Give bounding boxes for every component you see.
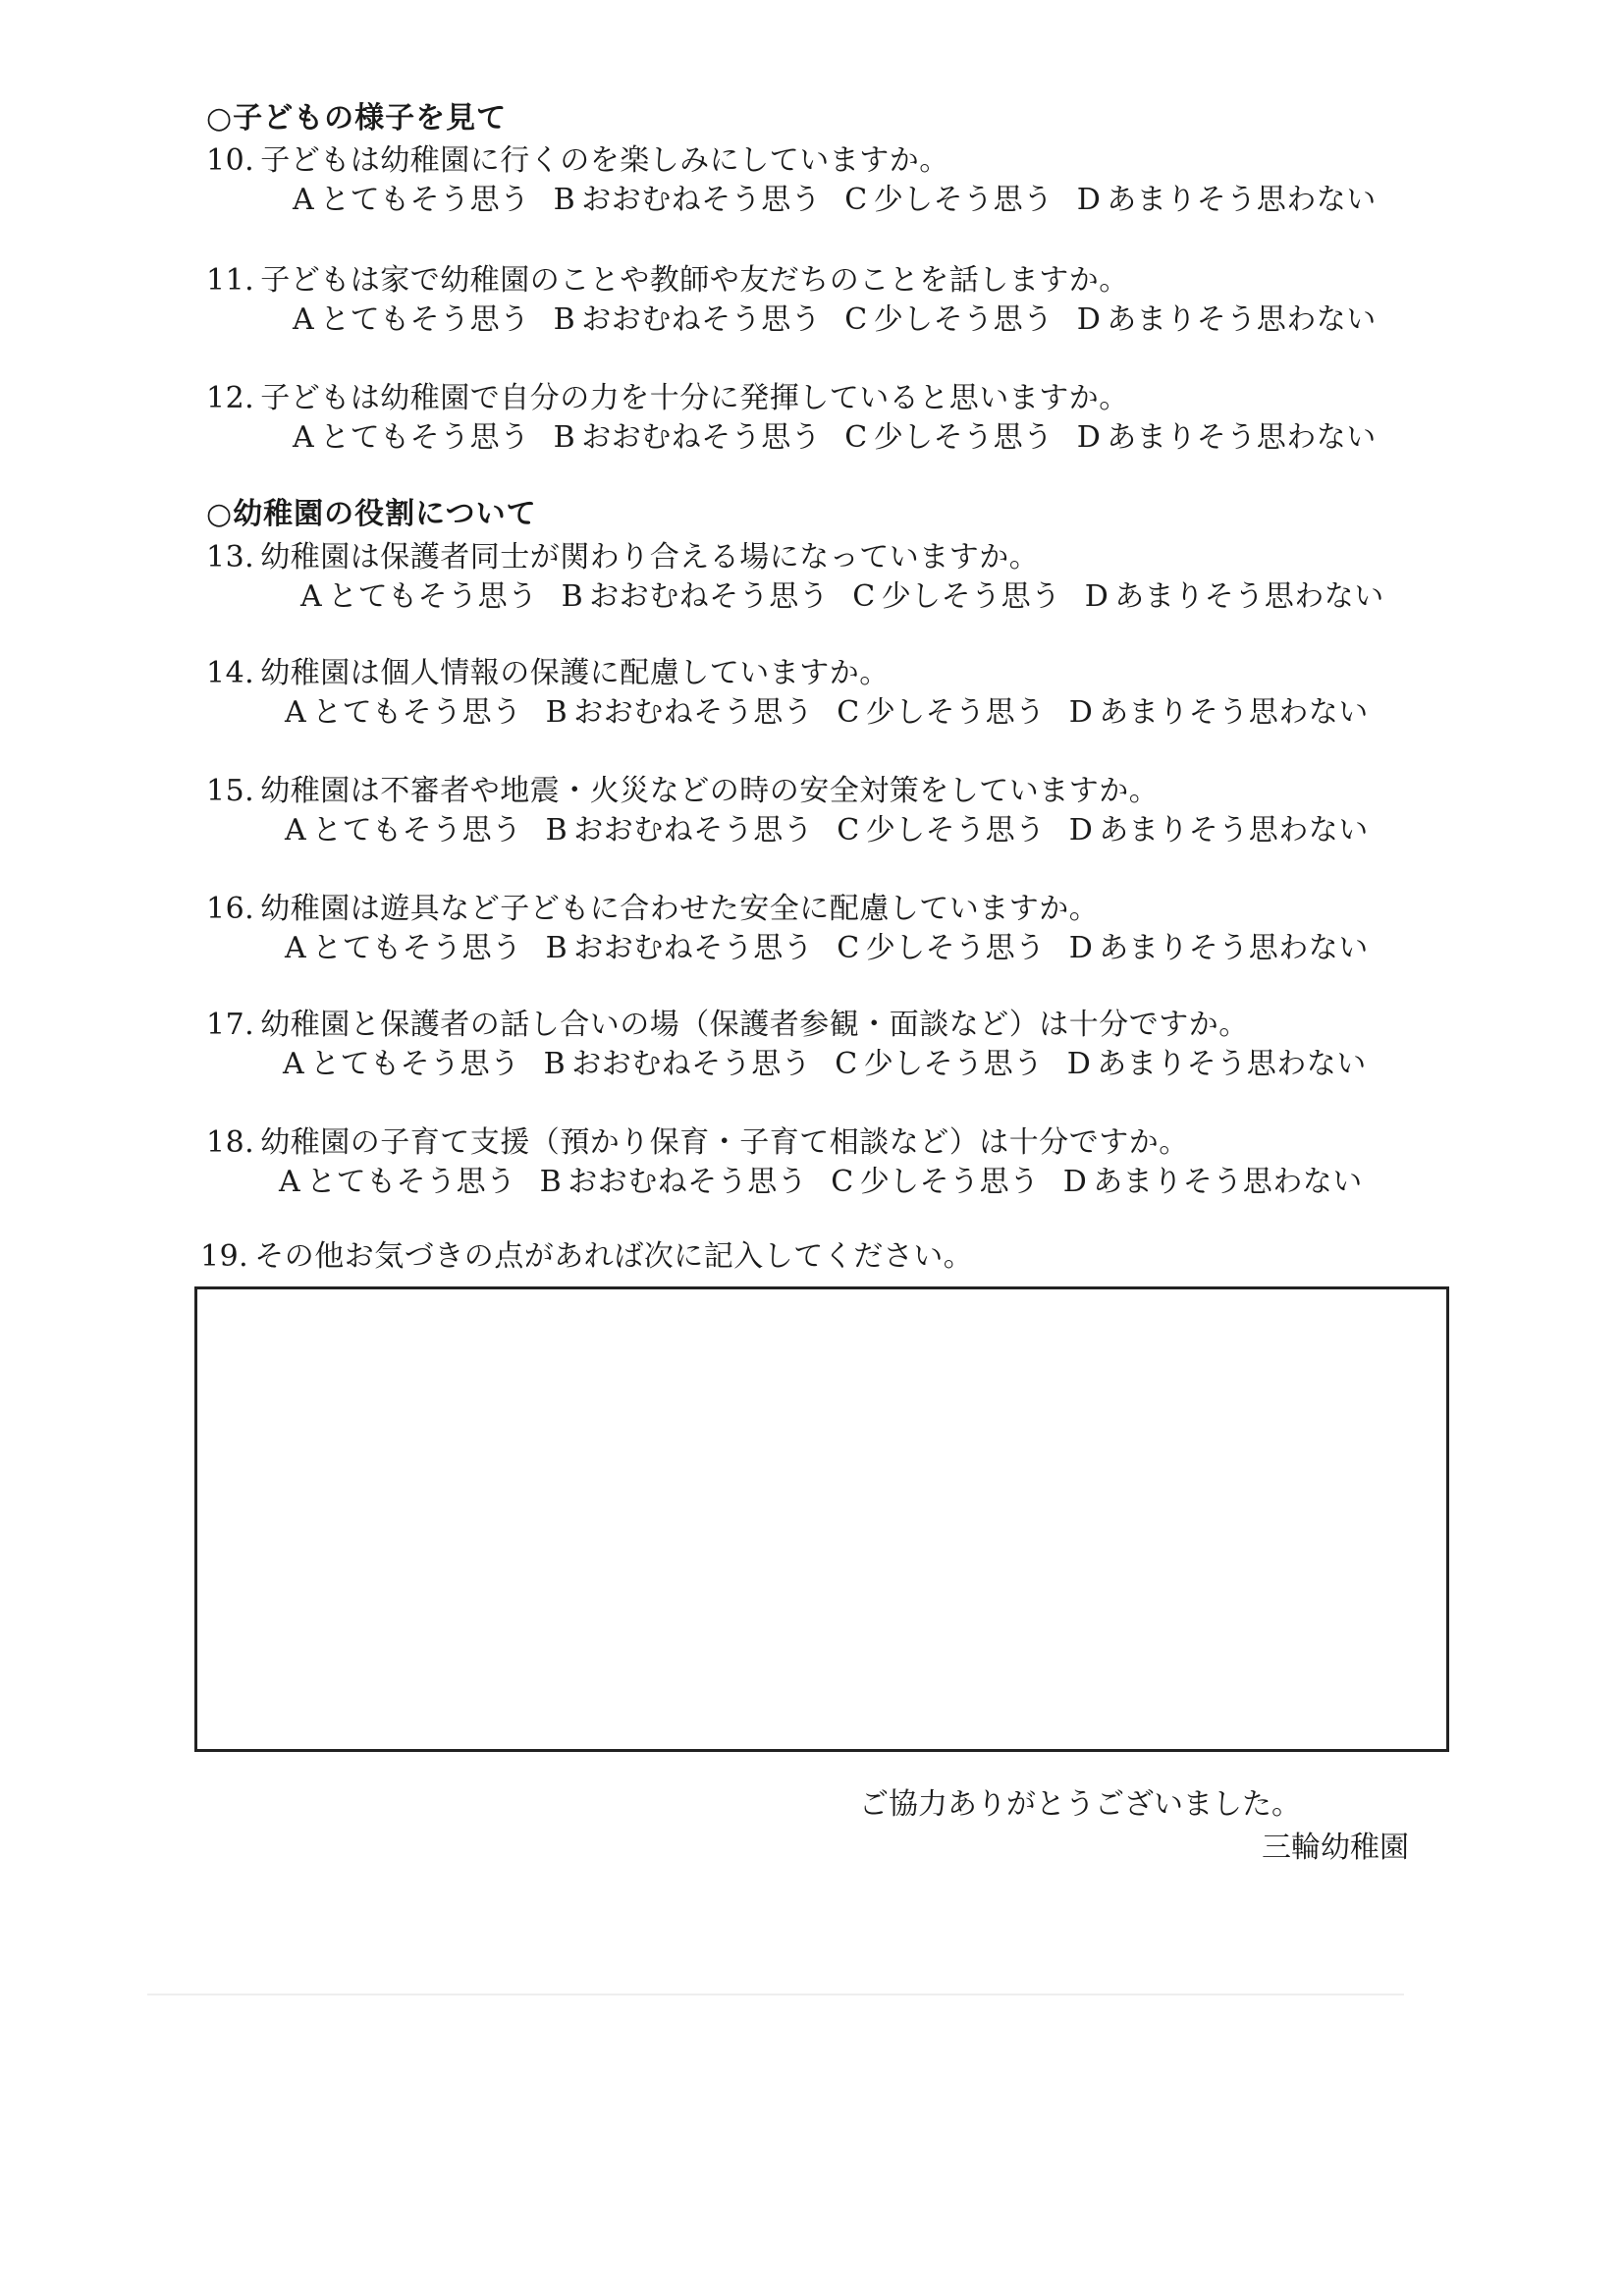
- option-d[interactable]: D あまりそう思わない: [1076, 420, 1377, 455]
- option-c[interactable]: C 少しそう思う: [837, 931, 1046, 965]
- option-a[interactable]: A とてもそう思う: [300, 579, 538, 614]
- organization-name: 三輪幼稚園: [1262, 1831, 1409, 1865]
- option-c[interactable]: C 少しそう思う: [837, 813, 1046, 847]
- question-12: [206, 373, 1377, 455]
- question-number: 14.: [206, 656, 255, 690]
- option-d[interactable]: D あまりそう思わない: [1076, 183, 1377, 217]
- answer-options: [285, 687, 1392, 731]
- answer-options: [300, 572, 1408, 615]
- answer-options: [279, 1157, 1386, 1200]
- option-d[interactable]: D あまりそう思わない: [1068, 695, 1369, 730]
- option-a[interactable]: A とてもそう思う: [293, 183, 530, 217]
- question-19: [200, 1231, 973, 1275]
- question-number: 18.: [206, 1125, 255, 1160]
- option-c[interactable]: C 少しそう思う: [852, 579, 1061, 614]
- option-a[interactable]: A とてもそう思う: [283, 1047, 520, 1081]
- question-text: 子どもは幼稚園で自分の力を十分に発揮していると思いますか。: [260, 381, 1129, 415]
- question-text: 幼稚園の子育て支援（預かり保育・子育て相談など）は十分ですか。: [260, 1125, 1189, 1160]
- question-14: [206, 648, 1369, 730]
- option-a[interactable]: A とてもそう思う: [285, 931, 522, 965]
- option-a[interactable]: A とてもそう思う: [293, 420, 530, 455]
- question-11: [206, 255, 1377, 337]
- section-heading-kindergarten-role: ○幼稚園の役割について: [206, 497, 537, 531]
- option-c[interactable]: C 少しそう思う: [844, 183, 1054, 217]
- option-d[interactable]: D あまりそう思わない: [1068, 931, 1369, 965]
- option-b[interactable]: B おおむねそう思う: [553, 420, 822, 455]
- closing-message: ご協力ありがとうございました。: [859, 1787, 1301, 1822]
- question-number: 19.: [200, 1239, 249, 1274]
- answer-options: [285, 805, 1392, 848]
- option-b[interactable]: B おおむねそう思う: [539, 1165, 808, 1199]
- question-13: [206, 532, 1384, 614]
- question-18: [206, 1118, 1363, 1199]
- option-b[interactable]: B おおむねそう思う: [543, 1047, 812, 1081]
- question-number: 12.: [206, 381, 255, 415]
- question-text: 幼稚園は不審者や地震・火災などの時の安全対策をしていますか。: [260, 774, 1160, 808]
- option-d[interactable]: D あまりそう思わない: [1076, 302, 1377, 337]
- option-a[interactable]: A とてもそう思う: [285, 813, 522, 847]
- option-b[interactable]: B おおむねそう思う: [561, 579, 830, 614]
- free-comment-box[interactable]: [194, 1286, 1449, 1752]
- option-b[interactable]: B おおむねそう思う: [545, 695, 814, 730]
- option-d[interactable]: D あまりそう思わない: [1062, 1165, 1363, 1199]
- question-15: [206, 766, 1369, 847]
- question-number: 11.: [206, 263, 255, 298]
- answer-options: [293, 295, 1400, 338]
- question-17: [206, 1000, 1367, 1081]
- option-c[interactable]: C 少しそう思う: [835, 1047, 1044, 1081]
- answer-options: [293, 175, 1400, 218]
- question-text: その他お気づきの点があれば次に記入してください。: [254, 1239, 974, 1274]
- question-text: 幼稚園は保護者同士が関わり合える場になっていますか。: [260, 540, 1040, 574]
- question-text: 幼稚園は個人情報の保護に配慮していますか。: [260, 656, 890, 690]
- question-number: 16.: [206, 892, 255, 926]
- question-text: 幼稚園と保護者の話し合いの場（保護者参観・面談など）は十分ですか。: [260, 1008, 1249, 1042]
- question-16: [206, 884, 1369, 965]
- question-number: 13.: [206, 540, 255, 574]
- option-b[interactable]: B おおむねそう思う: [545, 813, 814, 847]
- option-d[interactable]: D あまりそう思わない: [1068, 813, 1369, 847]
- option-a[interactable]: A とてもそう思う: [293, 302, 530, 337]
- option-a[interactable]: A とてもそう思う: [279, 1165, 516, 1199]
- option-b[interactable]: B おおむねそう思う: [545, 931, 814, 965]
- option-c[interactable]: C 少しそう思う: [844, 302, 1054, 337]
- section-heading-child-observation: ○子どもの様子を見て: [206, 101, 508, 136]
- question-number: 10.: [206, 143, 255, 178]
- scan-artifact-line: [147, 1994, 1404, 1995]
- question-number: 17.: [206, 1008, 255, 1042]
- option-c[interactable]: C 少しそう思う: [831, 1165, 1040, 1199]
- question-text: 幼稚園は遊具など子どもに合わせた安全に配慮していますか。: [260, 892, 1100, 926]
- question-text: 子どもは幼稚園に行くのを楽しみにしていますか。: [260, 143, 949, 178]
- answer-options: [283, 1039, 1390, 1082]
- question-10: [206, 136, 1377, 217]
- option-b[interactable]: B おおむねそう思う: [553, 302, 822, 337]
- option-a[interactable]: A とてもそう思う: [285, 695, 522, 730]
- answer-options: [285, 923, 1392, 966]
- question-text: 子どもは家で幼稚園のことや教師や友だちのことを話しますか。: [260, 263, 1129, 298]
- option-d[interactable]: D あまりそう思わない: [1066, 1047, 1367, 1081]
- option-c[interactable]: C 少しそう思う: [844, 420, 1054, 455]
- option-c[interactable]: C 少しそう思う: [837, 695, 1046, 730]
- answer-options: [293, 412, 1400, 456]
- option-d[interactable]: D あまりそう思わない: [1084, 579, 1384, 614]
- question-number: 15.: [206, 774, 255, 808]
- option-b[interactable]: B おおむねそう思う: [553, 183, 822, 217]
